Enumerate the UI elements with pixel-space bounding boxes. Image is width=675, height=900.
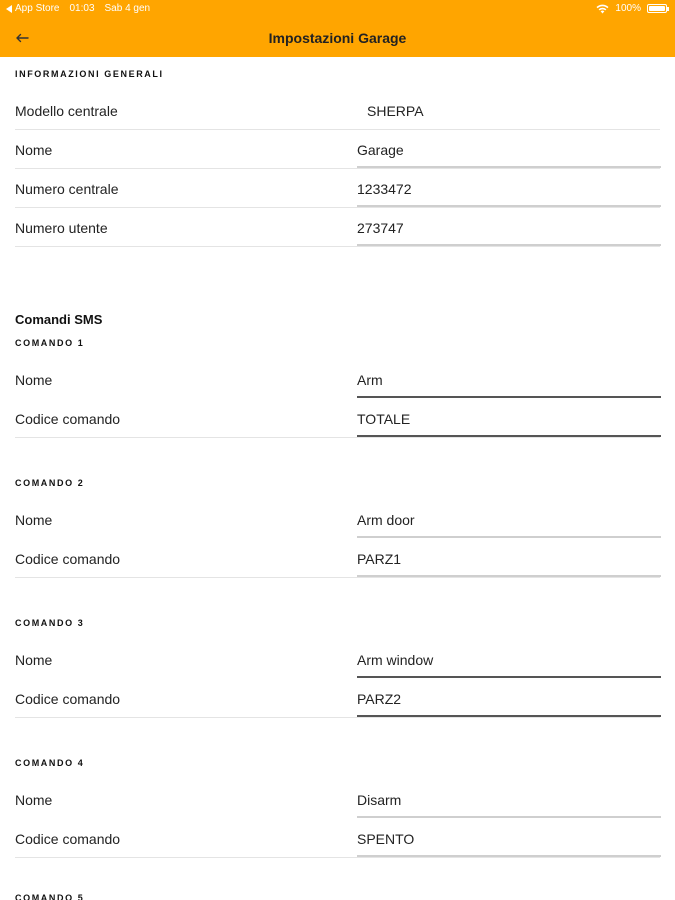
command-3-name-value: Arm window [357, 652, 434, 668]
command-name-label: Nome [15, 372, 53, 388]
name-field[interactable] [357, 130, 661, 168]
command-name-label: Nome [15, 652, 53, 668]
command-name-label: Nome [15, 792, 53, 808]
command-4-name-row [15, 780, 660, 819]
command-name-label: Nome [15, 512, 53, 528]
user-number-row [15, 208, 660, 247]
command-1-name-value: Arm [357, 372, 383, 388]
command-3-code-field[interactable] [357, 679, 661, 717]
command-4-code-row [15, 819, 660, 858]
command-2-code-field[interactable] [357, 539, 661, 577]
panel-number-label: Numero centrale [15, 181, 119, 197]
user-number-value: 273747 [357, 220, 404, 236]
user-number-field[interactable] [357, 208, 661, 246]
command-3-header: COMANDO 3 [15, 618, 85, 628]
battery-icon [647, 4, 667, 13]
panel-number-field[interactable] [357, 169, 661, 207]
command-2-header: COMANDO 2 [15, 478, 85, 488]
command-1-header: COMANDO 1 [15, 338, 85, 348]
command-1-code-value: TOTALE [357, 411, 411, 427]
command-2-code-row [15, 539, 660, 578]
command-2-name-row [15, 500, 660, 539]
command-3-name-row [15, 640, 660, 679]
status-bar [0, 0, 675, 20]
sms-commands-title: Comandi SMS [15, 312, 103, 327]
command-code-label: Codice comando [15, 411, 121, 427]
name-value: Garage [357, 142, 404, 158]
panel-number-row [15, 169, 660, 208]
command-3-name-field[interactable] [357, 640, 661, 678]
command-1-name-row [15, 360, 660, 399]
command-5-header: COMANDO 5 [15, 893, 85, 900]
battery-percent: 100% [615, 3, 641, 14]
wifi-icon [596, 4, 609, 14]
name-row [15, 130, 660, 169]
back-to-app-link[interactable]: App Store [6, 3, 59, 14]
command-3-code-value: PARZ2 [357, 691, 402, 707]
user-number-label: Numero utente [15, 220, 108, 236]
status-date: Sab 4 gen [104, 3, 151, 14]
command-4-code-field[interactable] [357, 819, 661, 857]
model-label: Modello centrale [15, 103, 118, 119]
command-3-code-row [15, 679, 660, 718]
model-value: SHERPA [367, 103, 424, 119]
model-row [15, 91, 660, 130]
command-1-code-field[interactable] [357, 399, 661, 437]
status-time: 01:03 [69, 3, 95, 14]
command-1-name-field[interactable] [357, 360, 661, 398]
command-code-label: Codice comando [15, 691, 121, 707]
command-code-label: Codice comando [15, 831, 121, 847]
command-4-name-value: Disarm [357, 792, 402, 808]
command-2-name-field[interactable] [357, 500, 661, 538]
back-triangle-icon [6, 5, 12, 13]
nav-bar [0, 20, 675, 57]
command-4-code-value: SPENTO [357, 831, 415, 847]
command-4-header: COMANDO 4 [15, 758, 85, 768]
command-4-name-field[interactable] [357, 780, 661, 818]
name-label: Nome [15, 142, 53, 158]
command-code-label: Codice comando [15, 551, 121, 567]
command-2-name-value: Arm door [357, 512, 415, 528]
page-title: Impostazioni Garage [268, 30, 407, 46]
panel-number-value: 1233472 [357, 181, 412, 197]
general-info-header: INFORMAZIONI GENERALI [15, 69, 164, 79]
command-2-code-value: PARZ1 [357, 551, 402, 567]
command-1-code-row [15, 399, 660, 438]
